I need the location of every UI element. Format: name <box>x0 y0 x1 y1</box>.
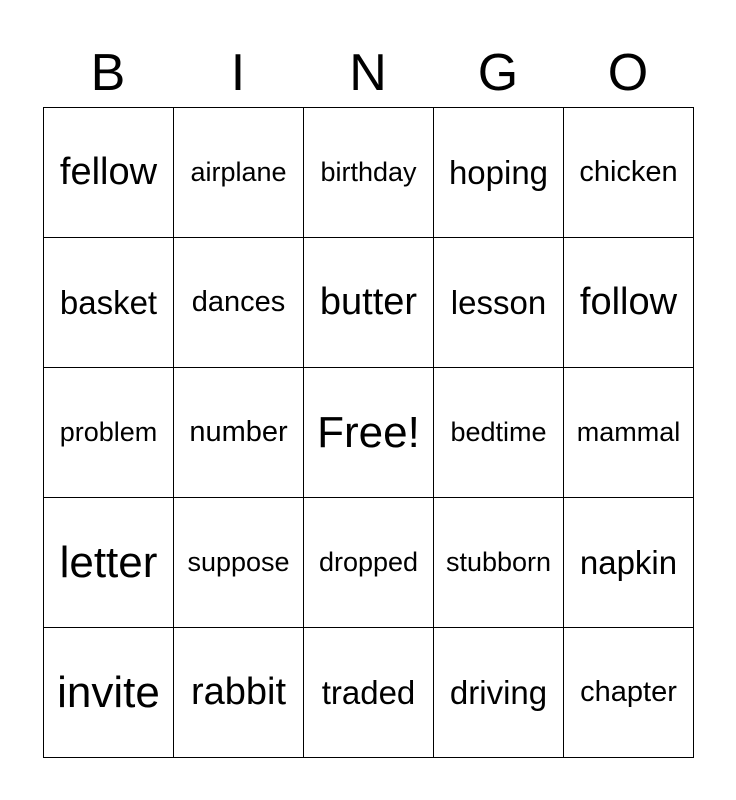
bingo-cell: problem <box>44 368 174 498</box>
bingo-cell: lesson <box>434 238 564 368</box>
bingo-cell: chapter <box>564 628 694 758</box>
header-letter-n: N <box>349 44 387 102</box>
bingo-cell: fellow <box>44 108 174 238</box>
bingo-cell: follow <box>564 238 694 368</box>
header-letter-o: O <box>607 44 649 102</box>
bingo-header <box>43 42 693 104</box>
header-letter-g: G <box>477 44 519 102</box>
bingo-cell-free: Free! <box>304 368 434 498</box>
bingo-cell: driving <box>434 628 564 758</box>
bingo-board <box>43 107 694 758</box>
header-letter-i: I <box>230 44 246 102</box>
bingo-cell: rabbit <box>174 628 304 758</box>
bingo-cell: airplane <box>174 108 304 238</box>
bingo-cell: number <box>174 368 304 498</box>
bingo-cell: napkin <box>564 498 694 628</box>
bingo-cell: hoping <box>434 108 564 238</box>
bingo-cell: stubborn <box>434 498 564 628</box>
bingo-cell: dances <box>174 238 304 368</box>
bingo-cell: mammal <box>564 368 694 498</box>
bingo-cell: invite <box>44 628 174 758</box>
bingo-cell: chicken <box>564 108 694 238</box>
bingo-cell: dropped <box>304 498 434 628</box>
bingo-cell: bedtime <box>434 368 564 498</box>
header-letter-b: B <box>90 44 126 102</box>
bingo-cell: suppose <box>174 498 304 628</box>
bingo-cell: traded <box>304 628 434 758</box>
bingo-cell: basket <box>44 238 174 368</box>
bingo-cell: letter <box>44 498 174 628</box>
bingo-cell: birthday <box>304 108 434 238</box>
bingo-cell: butter <box>304 238 434 368</box>
